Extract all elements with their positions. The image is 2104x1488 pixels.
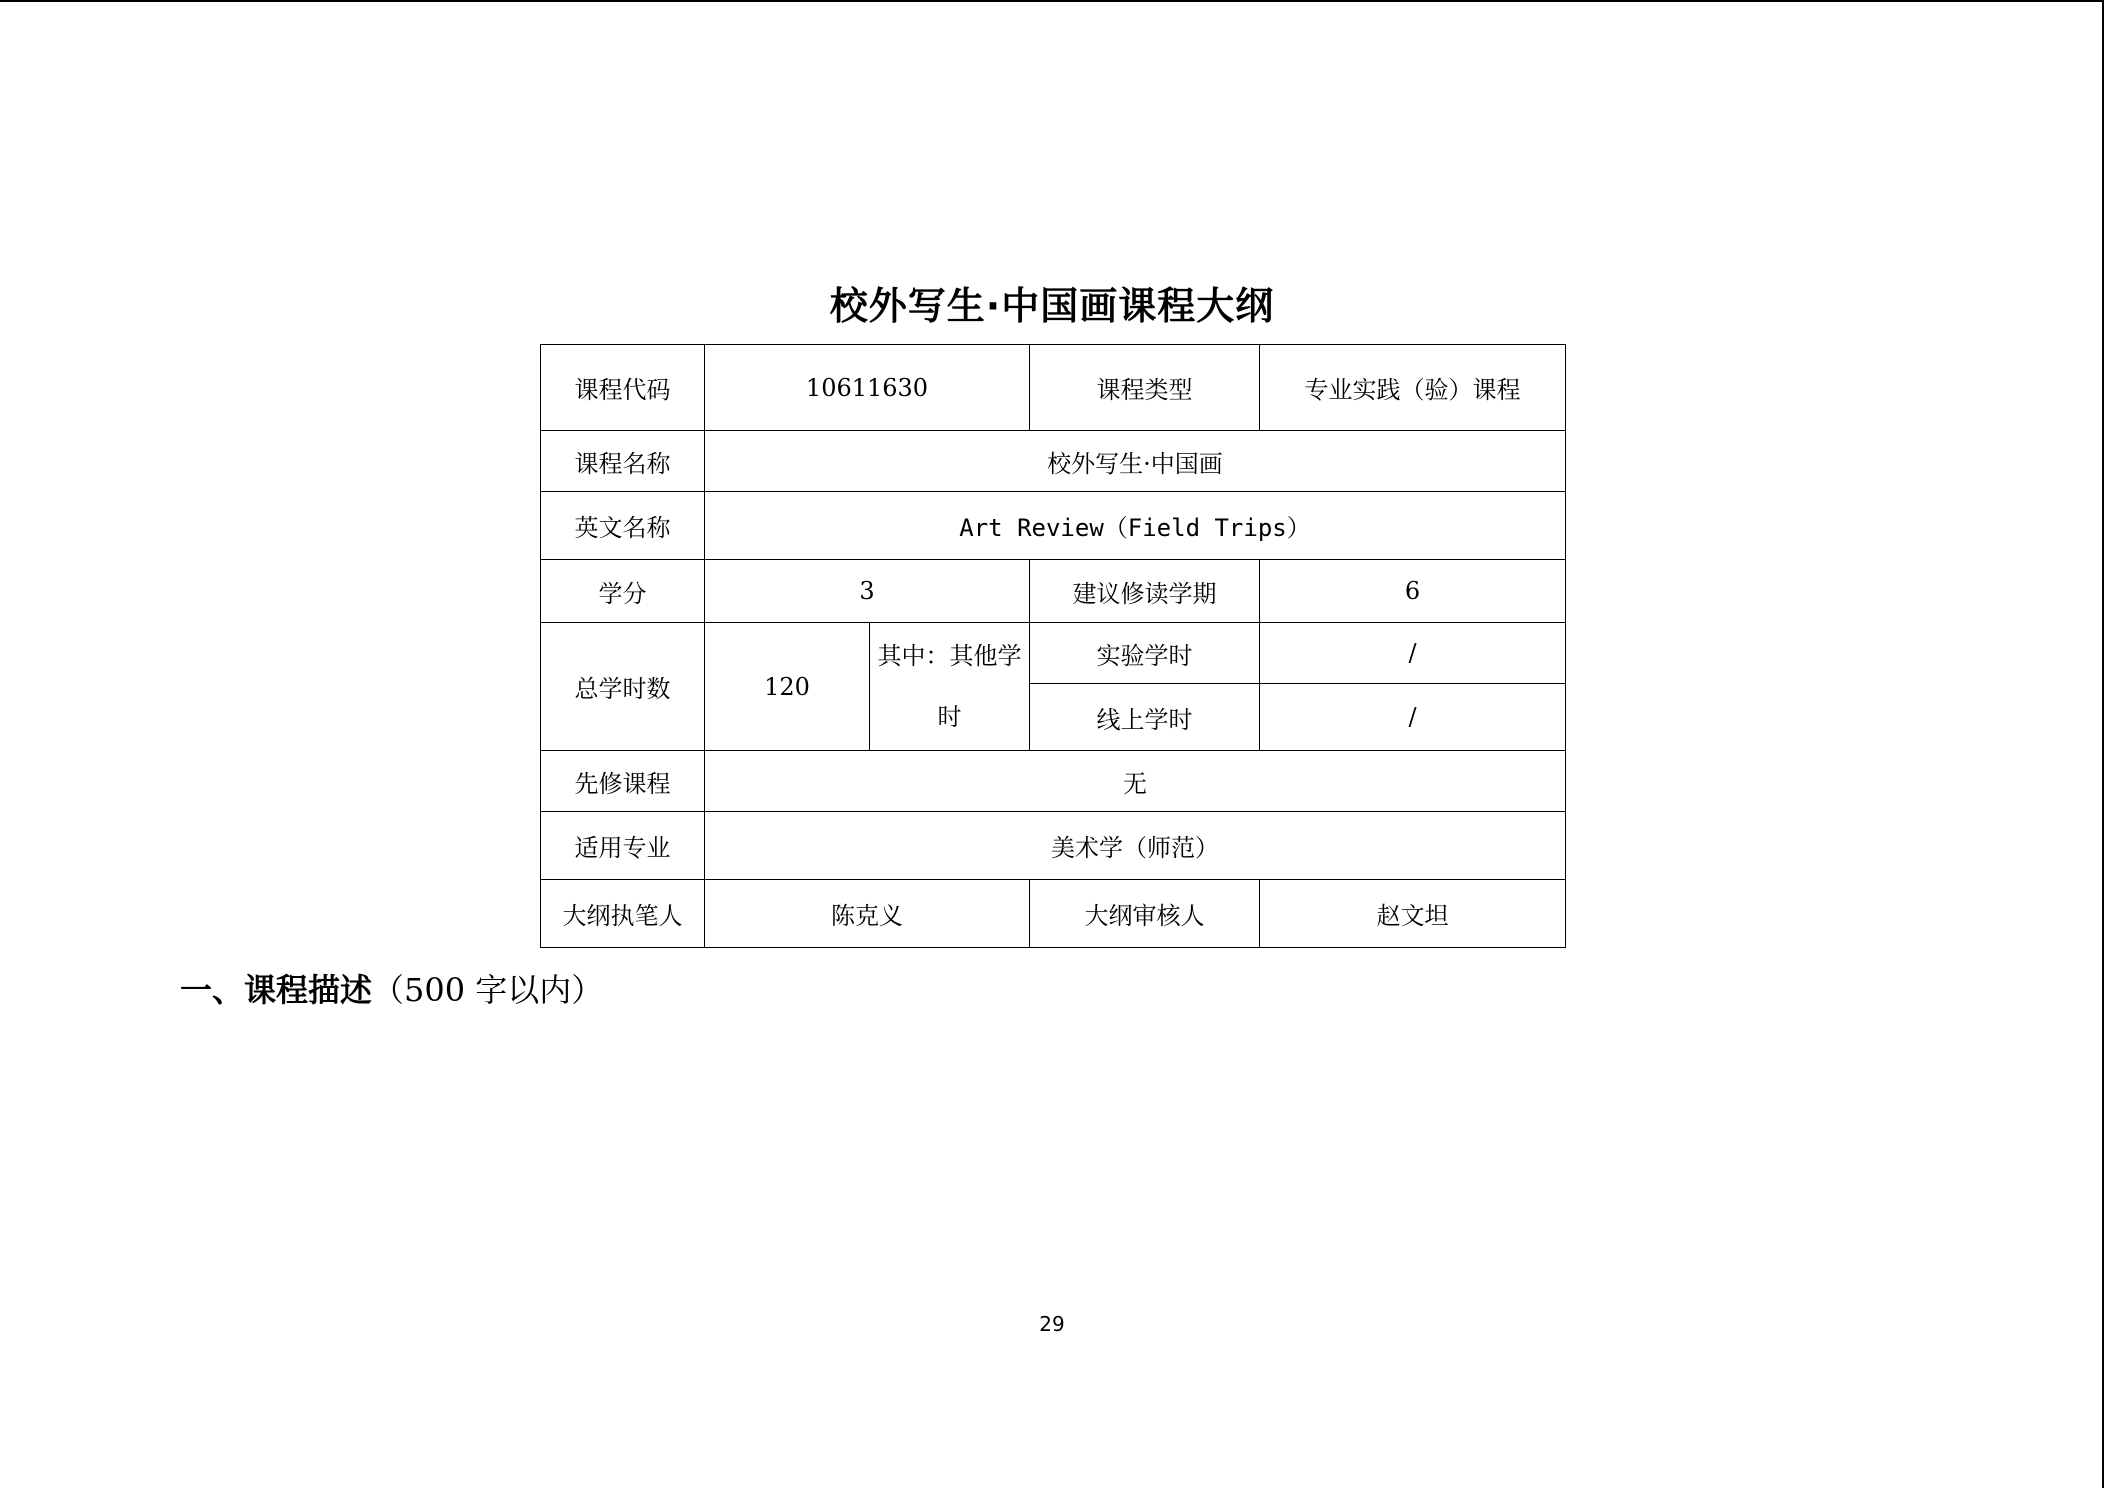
english-name-label: 英文名称 — [541, 492, 705, 560]
major-value: 美术学（师范） — [705, 812, 1566, 880]
online-hours-value: / — [1260, 684, 1566, 751]
table-row-major — [541, 812, 1566, 880]
course-name-label: 课程名称 — [541, 431, 705, 492]
prerequisite-value: 无 — [705, 751, 1566, 812]
section-heading-course-description — [180, 966, 603, 1014]
table-row-course-name — [541, 431, 1566, 492]
page-number: 29 — [1039, 1312, 1065, 1336]
author-value: 陈克义 — [705, 880, 1030, 948]
course-type-label: 课程类型 — [1030, 345, 1260, 431]
document-title: 校外写生·中国画课程大纲 — [829, 284, 1275, 328]
course-code-label: 课程代码 — [541, 345, 705, 431]
semester-value: 6 — [1260, 560, 1566, 623]
total-hours-label: 总学时数 — [541, 623, 705, 751]
page-border-top — [0, 0, 2104, 2]
table-row-author — [541, 880, 1566, 948]
credits-value: 3 — [705, 560, 1030, 623]
course-name-value: 校外写生·中国画 — [705, 431, 1566, 492]
table-row-lab-hours — [541, 623, 1566, 684]
section-heading-title: 一、课程描述 — [180, 971, 373, 1009]
lab-hours-label: 实验学时 — [1030, 623, 1260, 684]
online-hours-label: 线上学时 — [1030, 684, 1260, 751]
english-name-value: Art Review（Field Trips） — [705, 492, 1566, 560]
other-hours-label: 其中：其他学时 — [870, 623, 1030, 751]
credits-label: 学分 — [541, 560, 705, 623]
prerequisite-label: 先修课程 — [541, 751, 705, 812]
major-label: 适用专业 — [541, 812, 705, 880]
table-row-prerequisite — [541, 751, 1566, 812]
section-heading-note: （500 字以内） — [372, 971, 604, 1009]
semester-label: 建议修读学期 — [1030, 560, 1260, 623]
course-type-value: 专业实践（验）课程 — [1260, 345, 1566, 431]
course-info-table — [540, 344, 1566, 948]
table-row-course-code — [541, 345, 1566, 431]
course-code-value: 10611630 — [705, 345, 1030, 431]
total-hours-value: 120 — [705, 623, 870, 751]
author-label: 大纲执笔人 — [541, 880, 705, 948]
table-row-english-name — [541, 492, 1566, 560]
table-row-credits — [541, 560, 1566, 623]
reviewer-label: 大纲审核人 — [1030, 880, 1260, 948]
lab-hours-value: / — [1260, 623, 1566, 684]
reviewer-value: 赵文坦 — [1260, 880, 1566, 948]
